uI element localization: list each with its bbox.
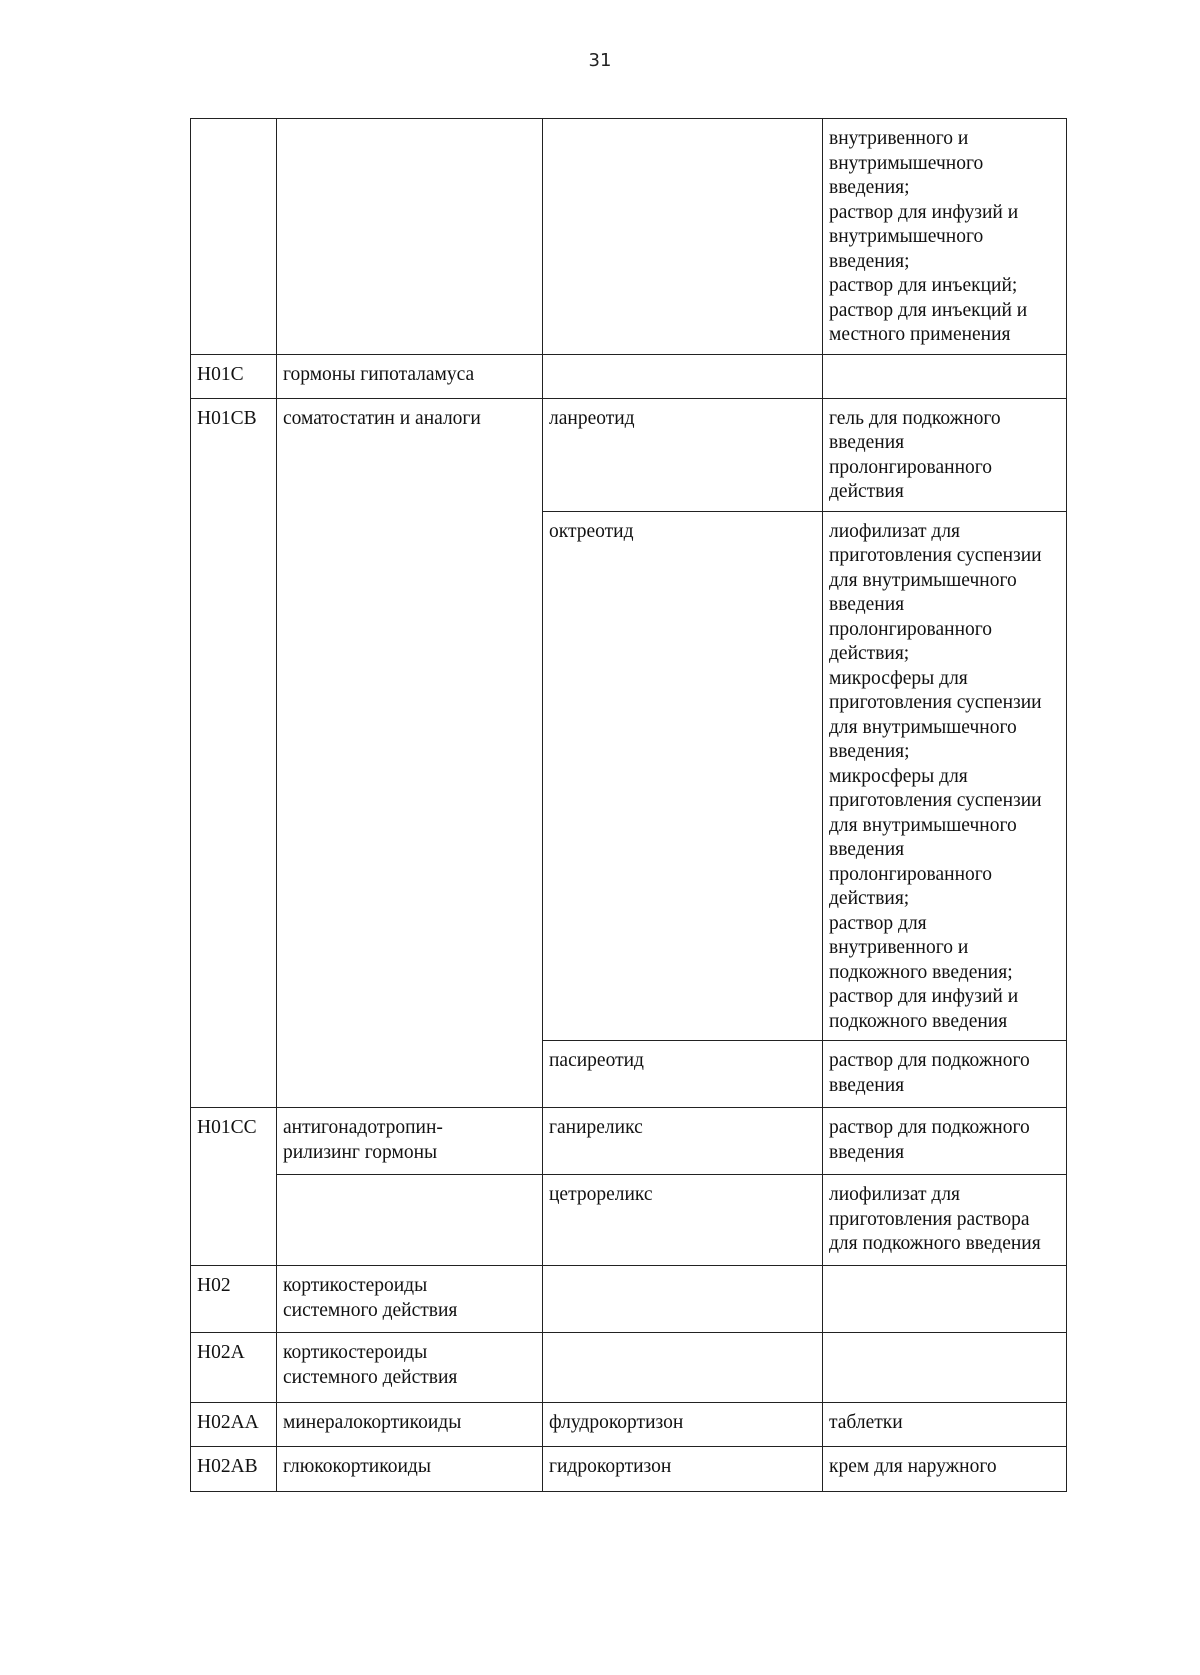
group-name-cell: глюкокортикоиды bbox=[277, 1447, 543, 1492]
drug-name-cell bbox=[543, 119, 823, 355]
dosage-form-cell bbox=[823, 1266, 1067, 1333]
group-name-cell bbox=[277, 1175, 543, 1266]
drug-name-cell: флудрокортизон bbox=[543, 1403, 823, 1447]
table-row bbox=[191, 1447, 1067, 1492]
drug-name-cell: октреотид bbox=[543, 511, 823, 1041]
group-name-cell: кортикостероиды системного действия bbox=[277, 1266, 543, 1333]
group-name-cell: минералокортикоиды bbox=[277, 1403, 543, 1447]
drug-name-cell: гидрокортизон bbox=[543, 1447, 823, 1492]
atc-code-cell: H02AA bbox=[191, 1403, 277, 1447]
dosage-form-cell bbox=[823, 354, 1067, 398]
atc-code-cell: H02 bbox=[191, 1266, 277, 1333]
dosage-form-cell: лиофилизат для приготовления суспензии для внутримышечного введения пролонгированного действия; микросферы для приготовления суспензии для внутримышечного введения; микросферы для приготовления суспензии для внутримышечного введения пролонгированного действия; раствор для внутривенного и подкожного введения; раствор для инфузий и подкожного введения bbox=[823, 511, 1067, 1041]
group-name-cell: соматостатин и аналоги bbox=[277, 398, 543, 1108]
group-name-cell bbox=[277, 119, 543, 355]
table-row bbox=[191, 1403, 1067, 1447]
drug-name-cell bbox=[543, 354, 823, 398]
drug-name-cell bbox=[543, 1333, 823, 1403]
drug-name-cell: ланреотид bbox=[543, 398, 823, 511]
table-row bbox=[191, 354, 1067, 398]
dosage-form-cell: лиофилизат для приготовления раствора для подкожного введения bbox=[823, 1175, 1067, 1266]
table-row bbox=[191, 1108, 1067, 1175]
table-row bbox=[191, 398, 1067, 511]
table-row bbox=[191, 1266, 1067, 1333]
group-name-cell: кортикостероиды системного действия bbox=[277, 1333, 543, 1403]
dosage-form-cell: внутривенного и внутримышечного введения; раствор для инфузий и внутримышечного введения; раствор для инъекций; раствор для инъекций и местного применения bbox=[823, 119, 1067, 355]
drug-name-cell: пасиреотид bbox=[543, 1041, 823, 1108]
dosage-form-cell: таблетки bbox=[823, 1403, 1067, 1447]
dosage-form-cell: гель для подкожного введения пролонгированного действия bbox=[823, 398, 1067, 511]
dosage-form-cell bbox=[823, 1333, 1067, 1403]
table-row bbox=[191, 1175, 1067, 1266]
dosage-form-cell: раствор для подкожного введения bbox=[823, 1108, 1067, 1175]
atc-code-cell: H01CC bbox=[191, 1108, 277, 1266]
atc-code-cell bbox=[191, 119, 277, 355]
drug-name-cell bbox=[543, 1266, 823, 1333]
dosage-form-cell: крем для наружного bbox=[823, 1447, 1067, 1492]
group-name-cell: гормоны гипоталамуса bbox=[277, 354, 543, 398]
page-number: 31 bbox=[588, 50, 612, 71]
group-name-cell: антигонадотропин- рилизинг гормоны bbox=[277, 1108, 543, 1175]
drug-name-cell: ганиреликс bbox=[543, 1108, 823, 1175]
atc-code-cell: H02AB bbox=[191, 1447, 277, 1492]
atc-code-cell: H01C bbox=[191, 354, 277, 398]
atc-code-cell: H02A bbox=[191, 1333, 277, 1403]
table-row bbox=[191, 119, 1067, 355]
dosage-form-cell: раствор для подкожного введения bbox=[823, 1041, 1067, 1108]
atc-code-cell: H01CB bbox=[191, 398, 277, 1108]
medication-table bbox=[190, 118, 1067, 1492]
drug-name-cell: цетрореликс bbox=[543, 1175, 823, 1266]
table-row bbox=[191, 1333, 1067, 1403]
